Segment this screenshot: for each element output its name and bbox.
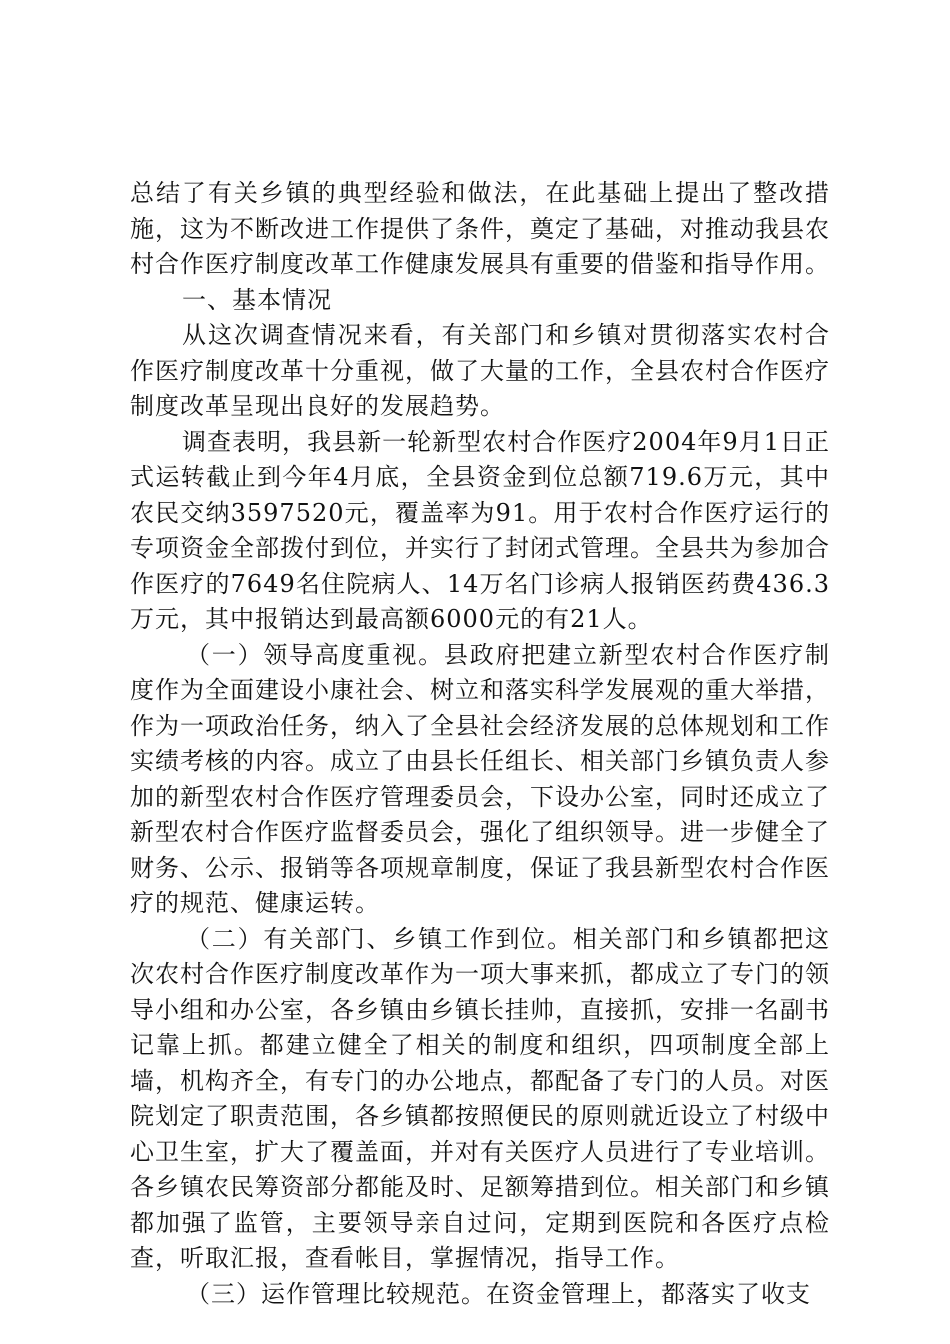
document-body [130, 176, 830, 1312]
paragraph-survey-figures: 调查表明，我县新一轮新型农村合作医疗2004年9月1日正式运转截止到今年4月底，全县资金到位总额719.6万元，其中农民交纳3597520元，覆盖率为91。用于农村合作医疗运行的专项资金全部拨付到位，并实行了封闭式管理。全县共为参加合作医疗的7649名住院病人、14万名门诊病人报销医药费436.3万元，其中报销达到最高额6000元的有21人。 [130, 427, 830, 633]
paragraph-leadership: （一）领导高度重视。县政府把建立新型农村合作医疗制度作为全面建设小康社会、树立和落实科学发展观的重大举措，作为一项政治任务，纳入了全县社会经济发展的总体规划和工作实绩考核的内容。成立了由县长任组长、相关部门乡镇负责人参加的新型农村合作医疗管理委员会，下设办公室，同时还成立了新型农村合作医疗监督委员会，强化了组织领导。进一步健全了财务、公示、报销等各项规章制度，保证了我县新型农村合作医疗的规范、健康运转。 [130, 640, 830, 917]
paragraph-survey-overview: 从这次调查情况来看，有关部门和乡镇对贯彻落实农村合作医疗制度改革十分重视，做了大量的工作，全县农村合作医疗制度改革呈现出良好的发展趋势。 [130, 321, 830, 420]
paragraph-continuation: 总结了有关乡镇的典型经验和做法，在此基础上提出了整改措施，这为不断改进工作提供了条件，奠定了基础，对推动我县农村合作医疗制度改革工作健康发展具有重要的借鉴和指导作用。 [130, 179, 830, 278]
section-heading-basic-situation: 一、基本情况 [182, 285, 332, 314]
paragraph-departments: （二）有关部门、乡镇工作到位。相关部门和乡镇都把这次农村合作医疗制度改革作为一项大事来抓，都成立了专门的领导小组和办公室，各乡镇由乡镇长挂帅，直接抓，安排一名副书记靠上抓。都建立健全了相关的制度和组织，四项制度全部上墙，机构齐全，有专门的办公地点，都配备了专门的人员。对医院划定了职责范围，各乡镇都按照便民的原则就近设立了村级中心卫生室，扩大了覆盖面，并对有关医疗人员进行了专业培训。各乡镇农民筹资部分都能及时、足额筹措到位。相关部门和乡镇都加强了监管，主要领导亲自过问，定期到医院和各医疗点检查，听取汇报，查看帐目，掌握情况，指导工作。 [130, 924, 830, 1272]
paragraph-operations: （三）运作管理比较规范。在资金管理上，都落实了收支 [186, 1279, 811, 1308]
